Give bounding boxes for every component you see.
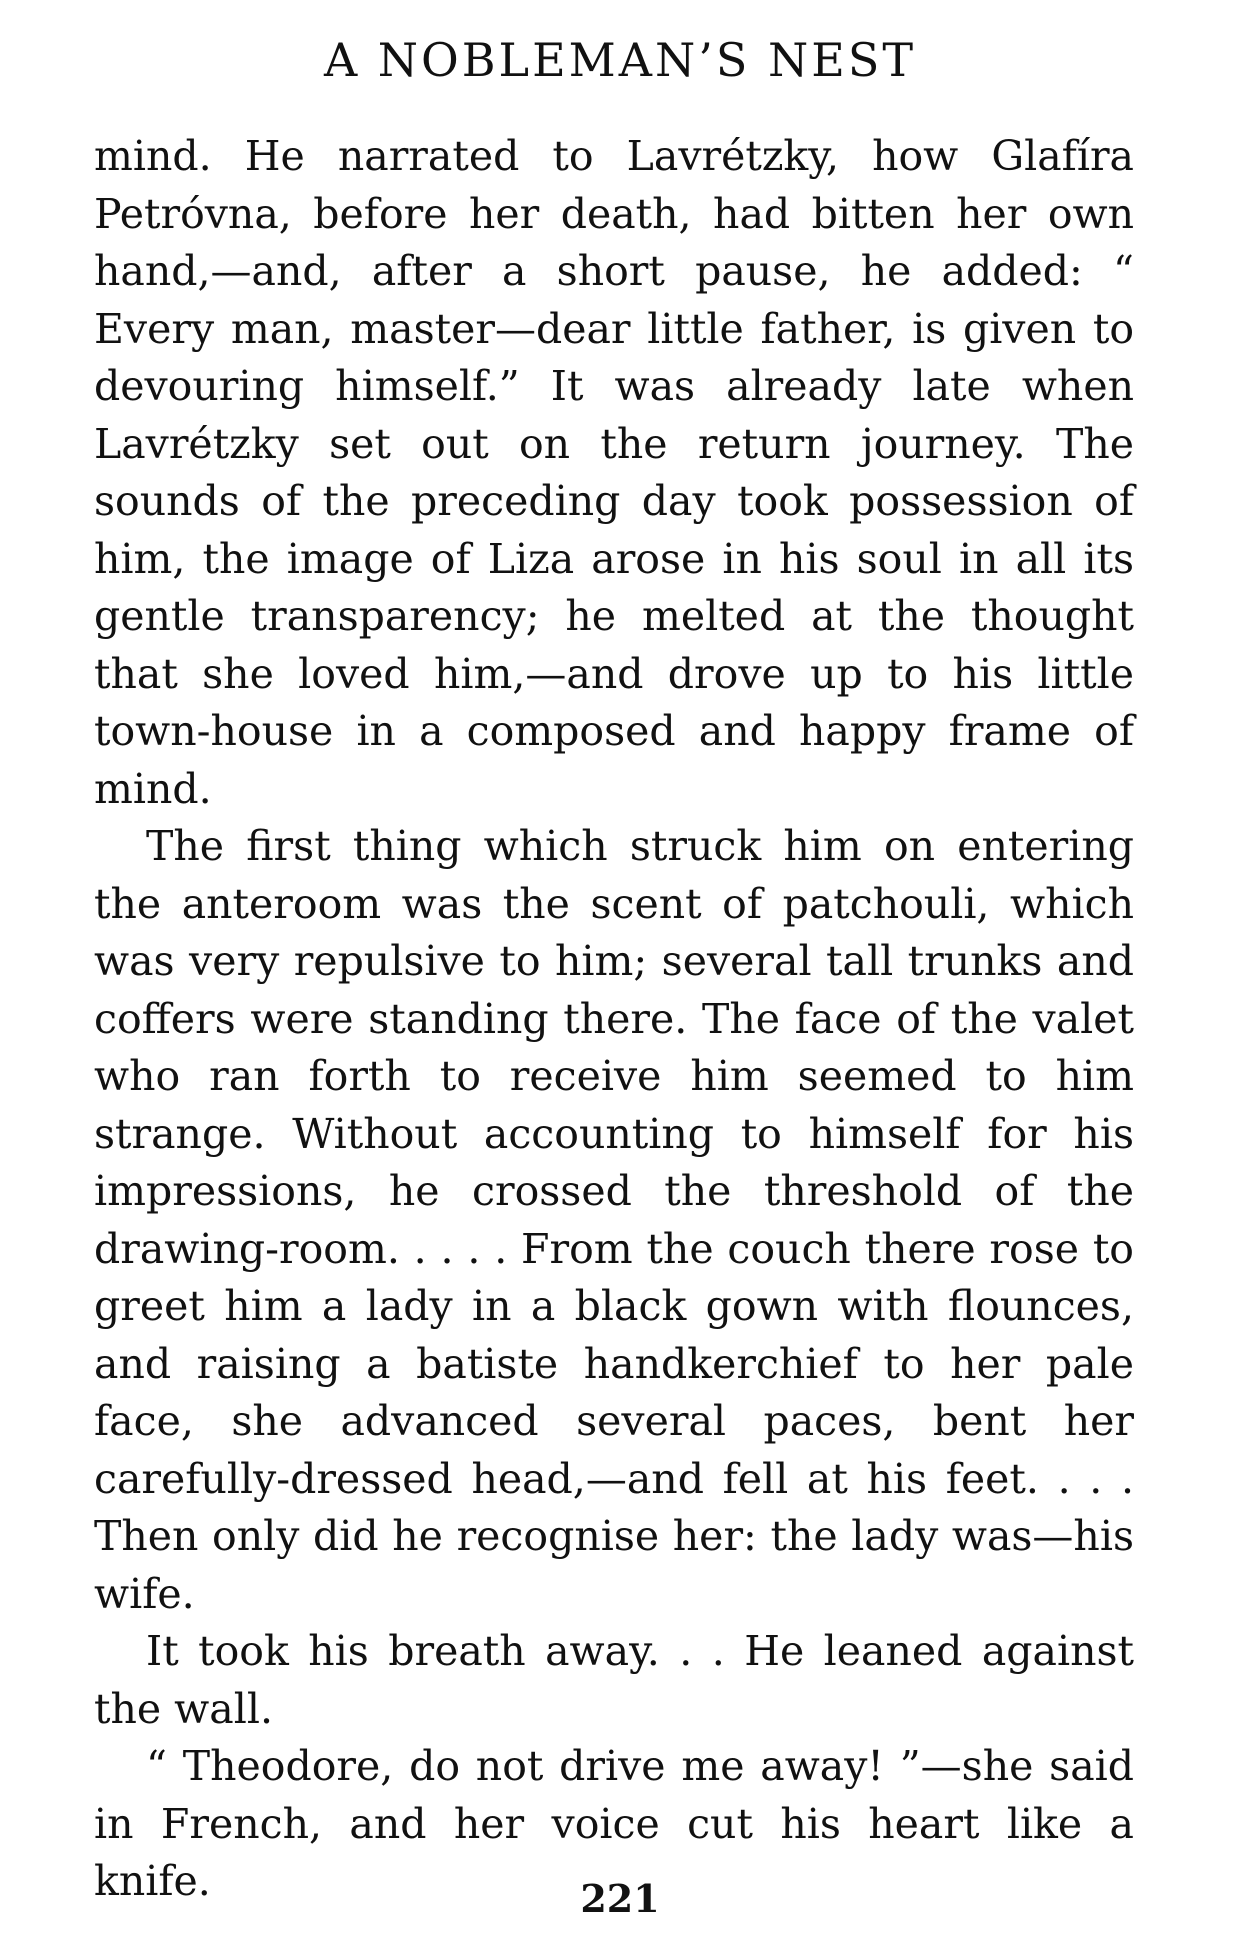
running-title: A NOBLEMAN’S NEST [323, 33, 917, 87]
paragraph: It took his breath away. . . He leaned against the wall. [94, 1627, 1134, 1733]
body-text [94, 128, 1134, 1911]
paragraph-continued: mind. He narrated to Lavrétzky, how Glafíra Petróvna, before her death, had bitten her own hand,—and, after a short pause, he added: “ Every man, master—dear little father, is given to devouring himself.” It was already late when Lavrétzky set out on the return journey. The sounds of the preceding day took possession of him, the image of Liza arose in his soul in all its gentle transparency; he melted at the thought that she loved him,—and drove up to his little town-house in a composed and happy frame of mind. [94, 132, 1134, 813]
page-number: 221 [580, 1876, 660, 1921]
paragraph: The first thing which struck him on entering the anteroom was the scent of patchouli, which was very repulsive to him; several tall trunks and coffers were standing there. The face of the valet who ran forth to receive him seemed to him strange. Without accounting to himself for his impressions, he crossed the threshold of the drawing-room. . . . . From the couch there rose to greet him a lady in a black gown with flounces, and raising a batiste handkerchief to her pale face, she advanced several paces, bent her carefully-dressed head,—and fell at his feet. . . . Then only did he recognise her: the lady was—his wife. [94, 822, 1134, 1618]
paragraph: “ Theodore, do not drive me away! ”—she said in French, and her voice cut his heart like a knife. [94, 1742, 1134, 1905]
